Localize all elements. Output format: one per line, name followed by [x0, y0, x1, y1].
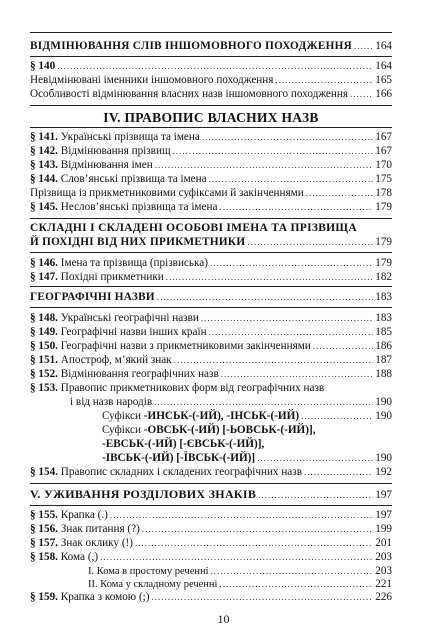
- entry-text: Крапка (.): [60, 509, 108, 521]
- page-ref: 182: [375, 271, 392, 283]
- entry-number: § 151.: [30, 354, 58, 366]
- toc-subentry-complex-sentence[interactable]: [88, 578, 392, 591]
- rule: [30, 307, 392, 308]
- page-ref: 164: [375, 60, 392, 72]
- entry-text: Правопис прикметникових форм від географічних назв: [60, 382, 325, 394]
- suffix-forms: -ІВСЬК-(-ИЙ) [-ЇВСЬК-(-ИЙ)]: [102, 452, 256, 464]
- entry-number: § 157.: [30, 537, 58, 549]
- entry-text: Відмінювання географічних назв: [60, 368, 219, 380]
- leader-dots: [257, 452, 373, 465]
- leader-dots: [221, 368, 373, 381]
- entry-text: Знак питання (?): [60, 523, 140, 535]
- leader-dots: [202, 131, 373, 144]
- chapter-heading-iv[interactable]: IV. ПРАВОПИС ВЛАСНИХ НАЗВ: [103, 110, 319, 125]
- section-title: ГЕОГРАФІЧНІ НАЗВИ: [30, 291, 155, 303]
- section-title-compound-line1[interactable]: СКЛАДНІ І СКЛАДЕНІ ОСОБОВІ ІМЕНА ТА ПРІЗВИЩА: [30, 222, 357, 234]
- toc-suffix-row-3[interactable]: -ЕВСЬК-(-ИЙ) [-ЄВСЬК-(-ИЙ)],: [102, 438, 265, 450]
- entry-number: § 153.: [30, 382, 58, 394]
- leader-dots: [57, 60, 373, 73]
- toc-suffix-row-1[interactable]: [102, 410, 392, 423]
- toc-suffix-row-4[interactable]: [102, 452, 392, 465]
- entry-number: § 145.: [30, 201, 58, 213]
- entry-number: § 148.: [30, 312, 58, 324]
- page-ref: 170: [375, 159, 392, 171]
- toc-section-punctuation[interactable]: [30, 488, 392, 502]
- leader-dots: [219, 578, 373, 591]
- page-ref: 164: [375, 40, 392, 52]
- page-ref: 186: [375, 340, 392, 352]
- toc-entry-146[interactable]: [30, 257, 392, 270]
- rule: [30, 127, 392, 128]
- leader-dots: [350, 88, 373, 101]
- page-ref: 203: [375, 551, 392, 563]
- entry-number: § 158.: [30, 551, 58, 563]
- entry-text: Відмінювання прізвищ: [60, 145, 171, 157]
- entry-number: § 144.: [30, 173, 58, 185]
- leader-dots: [173, 145, 374, 158]
- leader-dots: [306, 187, 373, 200]
- suffix-forms: -ОВСЬК-(-ИЙ) [-ЬОВСЬК-(-ИЙ)],: [143, 424, 316, 436]
- leader-dots: [100, 551, 373, 564]
- toc-entry-142[interactable]: [30, 145, 392, 158]
- toc-entry-141[interactable]: [30, 131, 392, 144]
- page-ref: 167: [375, 145, 392, 157]
- entry-text: Відмінювання імен: [60, 159, 153, 171]
- entry-number: § 150.: [30, 340, 58, 352]
- leader-dots: [247, 236, 373, 249]
- leader-dots: [152, 591, 374, 604]
- toc-entry-149[interactable]: [30, 326, 392, 339]
- toc-section-geographic-names[interactable]: [30, 291, 392, 304]
- page-ref: 226: [375, 591, 392, 603]
- page-ref: 179: [375, 236, 392, 248]
- page-ref: 179: [375, 257, 392, 269]
- section-title: V. УЖИВАННЯ РОЗДІЛОВИХ ЗНАКІВ: [30, 487, 257, 501]
- entry-text: Невідмінювані іменники іншомовного походження: [30, 74, 274, 86]
- entry-number: § 154.: [30, 466, 58, 478]
- toc-entry-adjectival-surnames[interactable]: [30, 187, 392, 200]
- rule: [30, 32, 392, 33]
- toc-entry-144[interactable]: [30, 173, 392, 186]
- entry-text: Правопис складних і складених географічних назв: [60, 466, 302, 478]
- toc-entry-150[interactable]: [30, 340, 392, 353]
- toc-entry-143[interactable]: [30, 159, 392, 172]
- entry-number: § 142.: [30, 145, 58, 157]
- leader-dots: [201, 312, 373, 325]
- leader-dots: [154, 396, 373, 409]
- entry-text: Крапка з комою (;): [60, 591, 150, 603]
- toc-entry-155[interactable]: [30, 509, 392, 522]
- entry-text: Апостроф, м’який знак: [60, 354, 172, 366]
- toc-entry-153-line1[interactable]: [30, 382, 324, 395]
- leader-dots: [301, 410, 373, 423]
- toc-entry-151[interactable]: [30, 354, 392, 367]
- page-ref: 199: [375, 523, 392, 535]
- entry-text: Кома (,): [60, 551, 99, 563]
- page-number: 10: [217, 612, 230, 626]
- page-ref: 192: [375, 466, 392, 478]
- page-ref: 167: [375, 131, 392, 143]
- leader-dots: [157, 291, 373, 304]
- entry-text: I. Кома в простому реченні: [88, 566, 209, 577]
- page-ref: 166: [375, 88, 392, 100]
- page-ref: 175: [375, 173, 392, 185]
- leader-dots: [142, 523, 373, 536]
- entry-text: Імена та прізвища (прізвиська): [60, 257, 208, 269]
- entry-number: § 141.: [30, 131, 58, 143]
- section-title-compound-line2: Й ПОХІДНІ ВІД НИХ ПРИКМЕТНИКИ: [30, 236, 246, 248]
- toc-entry-154[interactable]: [30, 466, 392, 479]
- page-ref: 201: [375, 537, 392, 549]
- entry-number: § 146.: [30, 257, 58, 269]
- page-ref: 221: [375, 578, 392, 590]
- leader-dots: [209, 173, 374, 186]
- entry-number: § 140: [30, 60, 56, 72]
- toc-entry-148[interactable]: [30, 312, 392, 325]
- leader-dots: [313, 340, 373, 353]
- entry-text: Похідні прикметники: [60, 271, 164, 283]
- page-ref: 190: [375, 452, 392, 464]
- entry-number: § 152.: [30, 368, 58, 380]
- entry-number: § 159.: [30, 591, 58, 603]
- suffix-forms: -ИНСЬК-(-ИЙ), -ІНСЬК-(-ИЙ): [143, 410, 300, 422]
- entry-text: Прізвища із прикметниковими суфіксами й закінченнями: [30, 187, 304, 199]
- entry-number: § 143.: [30, 159, 58, 171]
- page-ref: 203: [375, 565, 392, 577]
- rule: [30, 483, 392, 484]
- page-ref: 197: [375, 489, 392, 501]
- entry-number: § 155.: [30, 509, 58, 521]
- rule: [30, 252, 392, 253]
- toc-entry-147[interactable]: [30, 271, 392, 284]
- page-ref: 165: [375, 74, 392, 86]
- leader-dots: [304, 466, 373, 479]
- leader-dots: [110, 509, 373, 522]
- entry-text: Географічні назви інших країн: [60, 326, 207, 338]
- toc-entry-158[interactable]: [30, 551, 392, 564]
- toc-suffix-row-2[interactable]: [102, 424, 316, 437]
- leader-dots: [210, 257, 373, 270]
- toc-entry-159[interactable]: [30, 591, 392, 604]
- suffix-label: Суфікси: [102, 410, 141, 422]
- leader-dots: [209, 326, 374, 339]
- entry-text: і від назв народів: [70, 396, 153, 408]
- toc-subentry-simple-sentence[interactable]: [88, 565, 392, 578]
- page-ref: 190: [375, 396, 392, 408]
- toc-entry-152[interactable]: [30, 368, 392, 381]
- toc-section-compound-names[interactable]: [30, 236, 392, 249]
- toc-entry-153-line2[interactable]: [70, 396, 392, 409]
- page-ref: 178: [375, 187, 392, 199]
- entry-text: Українські географічні назви: [60, 312, 199, 324]
- rule: [30, 105, 392, 106]
- page-ref: 197: [375, 509, 392, 521]
- entry-text: Українські прізвища та імена: [60, 131, 200, 143]
- rule: [30, 286, 392, 287]
- page-ref: 183: [375, 291, 392, 303]
- page-ref: 187: [375, 354, 392, 366]
- page-ref: 185: [375, 326, 392, 338]
- leader-dots: [166, 271, 373, 284]
- page-ref: 183: [375, 312, 392, 324]
- rule: [30, 56, 392, 57]
- leader-dots: [258, 489, 373, 502]
- page-ref: 179: [375, 201, 392, 213]
- entry-number: § 149.: [30, 326, 58, 338]
- toc-entry-140[interactable]: [30, 60, 392, 73]
- leader-dots: [135, 537, 373, 550]
- entry-text: Особливості відмінювання власних назв іншомовного походження: [30, 88, 348, 100]
- rule: [30, 218, 392, 219]
- leader-dots: [155, 159, 374, 172]
- toc-entry-indeclinable-nouns[interactable]: [30, 74, 392, 87]
- entry-text: Географічні назви з прикметниковими закінченнями: [60, 340, 311, 352]
- leader-dots: [354, 40, 373, 53]
- entry-text: II. Кома у складному реченні: [88, 579, 218, 590]
- toc-entry-157[interactable]: [30, 537, 392, 550]
- page-ref: 188: [375, 368, 392, 380]
- page-ref: 190: [375, 410, 392, 422]
- leader-dots: [219, 201, 373, 214]
- entry-text: Знак оклику (!): [60, 537, 133, 549]
- entry-number: § 156.: [30, 523, 58, 535]
- toc-entry-145[interactable]: [30, 201, 392, 214]
- entry-text: Слов’янські прізвища та імена: [60, 173, 207, 185]
- toc-section-foreign-words[interactable]: [30, 40, 392, 53]
- entry-number: § 147.: [30, 271, 58, 283]
- leader-dots: [211, 565, 374, 578]
- toc-entry-156[interactable]: [30, 523, 392, 536]
- rule: [30, 505, 392, 506]
- entry-text: Неслов’янські прізвища та імена: [60, 201, 218, 213]
- suffix-label: Суфікси: [102, 424, 141, 436]
- leader-dots: [275, 74, 373, 87]
- toc-entry-foreign-proper-names[interactable]: [30, 88, 392, 101]
- leader-dots: [174, 354, 374, 367]
- section-title: ВІДМІНЮВАННЯ СЛІВ ІНШОМОВНОГО ПОХОДЖЕННЯ: [30, 40, 352, 52]
